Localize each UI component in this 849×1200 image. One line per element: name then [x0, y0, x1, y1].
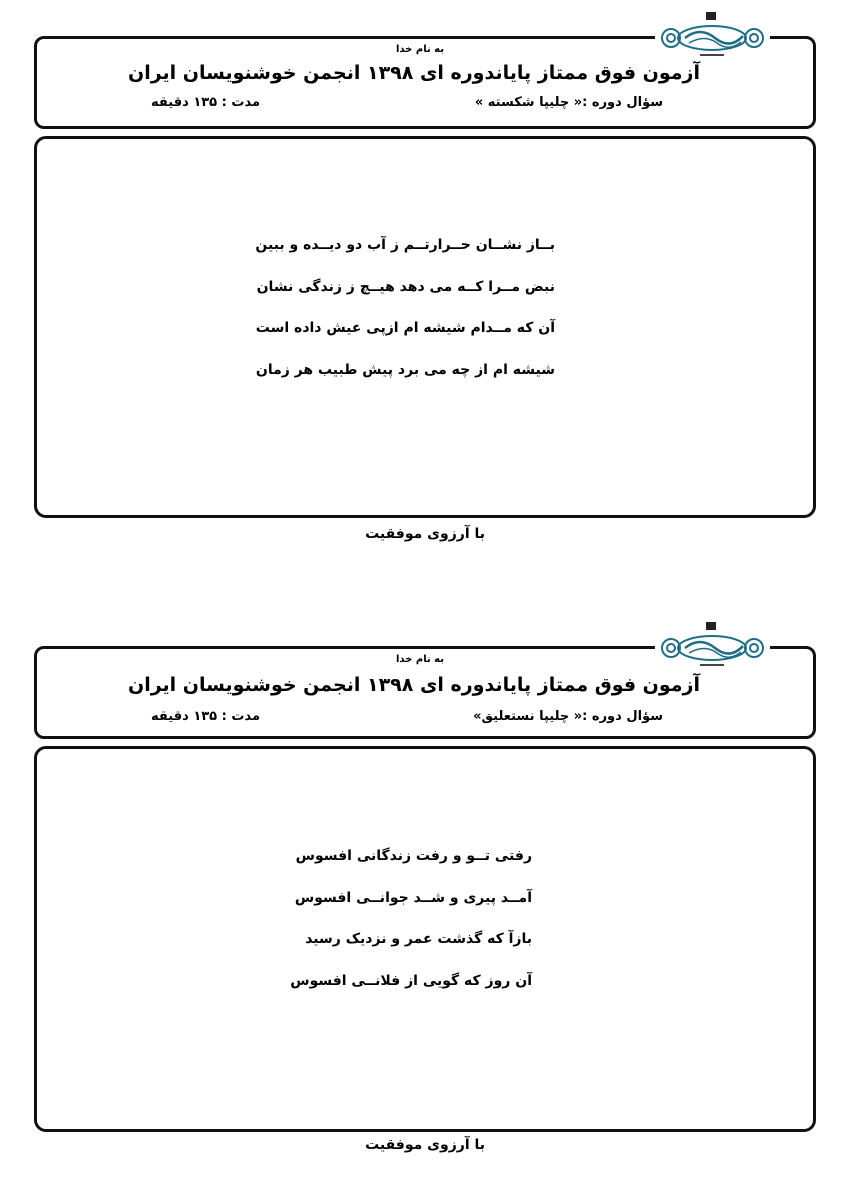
poem-line: آن روز که گویی از فلانــی افسوس [290, 972, 532, 989]
course-question: سؤال دوره :« چلیپا نستعلیق» [473, 709, 663, 724]
basmala: به نام خدا [395, 44, 445, 55]
association-logo-2 [655, 620, 770, 672]
poem-line: بــاز نشــان حــرارتــم ز آب دو دیــده و ببین [255, 237, 555, 253]
exam-title: آزمون فوق ممتاز پایاندوره ای ۱۳۹۸ انجمن خوشنویسان ایران [127, 62, 700, 84]
basmala: به نام خدا [395, 654, 445, 665]
poem-text-2 [280, 836, 532, 1002]
poem-line: نبض مــرا کــه می دهد هیــچ ز زندگی نشان [256, 278, 555, 295]
good-luck-note: با آرزوی موفقیت [365, 526, 485, 542]
poem-line: آن که مــدام شیشه ام ازپی عیش داده است [255, 320, 555, 336]
poem-line: رفتی تــو و رفت زندگانی افسوس [295, 848, 532, 864]
poem-line: بازآ که گذشت عمر و نزدیک رسید [305, 931, 532, 947]
good-luck-note: با آرزوی موفقیت [365, 1137, 485, 1153]
exam-duration: مدت : ۱۳۵ دقیقه [151, 95, 260, 110]
poem-text-1 [240, 225, 555, 391]
exam-duration: مدت : ۱۳۵ دقیقه [151, 709, 260, 724]
association-logo-1 [655, 10, 770, 62]
poem-line: آمــد پیری و شــد جوانــی افسوس [294, 889, 532, 906]
exam-title: آزمون فوق ممتاز پایاندوره ای ۱۳۹۸ انجمن خوشنویسان ایران [127, 674, 700, 696]
course-question: سؤال دوره :« چلیپا شکسته » [474, 95, 663, 110]
poem-line: شیشه ام از چه می برد پیش طبیب هر زمان [255, 361, 555, 378]
